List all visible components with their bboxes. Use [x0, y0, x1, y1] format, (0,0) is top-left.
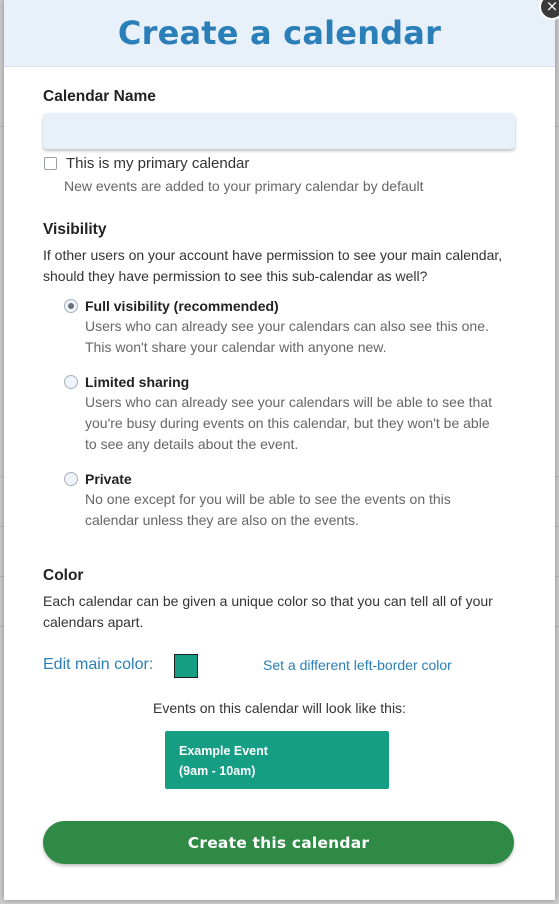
dialog-header [4, 0, 555, 67]
option-limited-sharing-description: Users who can already see your calendars will be able to see that you're busy during events on this calendar, but they won't be able to see any details about the event. [85, 394, 492, 452]
close-icon[interactable]: × [539, 0, 559, 20]
main-color-swatch[interactable] [174, 654, 198, 678]
edit-main-color-label: Edit main color: [43, 656, 154, 673]
visibility-heading: Visibility [43, 221, 107, 238]
primary-calendar-checkbox[interactable] [44, 157, 57, 170]
left-border-color-link[interactable]: Set a different left-border color [263, 657, 452, 673]
create-calendar-dialog [4, 0, 559, 900]
example-event-preview [165, 731, 389, 789]
preview-caption: Events on this calendar will look like this: [153, 700, 406, 716]
dialog-title: Create a calendar [117, 14, 442, 52]
calendar-name-input[interactable] [43, 113, 515, 149]
option-private-description: No one except for you will be able to see the events on this calendar unless they are also on the events. [85, 491, 451, 528]
example-event-time: (9am - 10am) [179, 764, 256, 778]
visibility-description: If other users on your account have permission to see your main calendar, should they have permission to see this sub-calendar as well? [43, 247, 503, 284]
radio-private[interactable] [64, 472, 78, 486]
option-full-visibility-label[interactable]: Full visibility (recommended) [85, 298, 279, 314]
option-private-label[interactable]: Private [85, 471, 132, 487]
primary-calendar-help: New events are added to your primary calendar by default [64, 178, 424, 194]
create-calendar-button[interactable]: Create this calendar [43, 821, 514, 864]
color-description: Each calendar can be given a unique color so that you can tell all of your calendars apart. [43, 593, 493, 630]
example-event-title: Example Event [179, 744, 268, 758]
calendar-name-heading: Calendar Name [43, 88, 156, 105]
option-full-visibility-description: Users who can already see your calendars can also see this one. This won't share your calendar with anyone new. [85, 318, 489, 355]
option-limited-sharing-label[interactable]: Limited sharing [85, 374, 190, 390]
primary-calendar-label[interactable]: This is my primary calendar [66, 155, 250, 172]
radio-full-visibility[interactable] [64, 299, 78, 313]
color-heading: Color [43, 567, 84, 584]
radio-limited-sharing[interactable] [64, 375, 78, 389]
